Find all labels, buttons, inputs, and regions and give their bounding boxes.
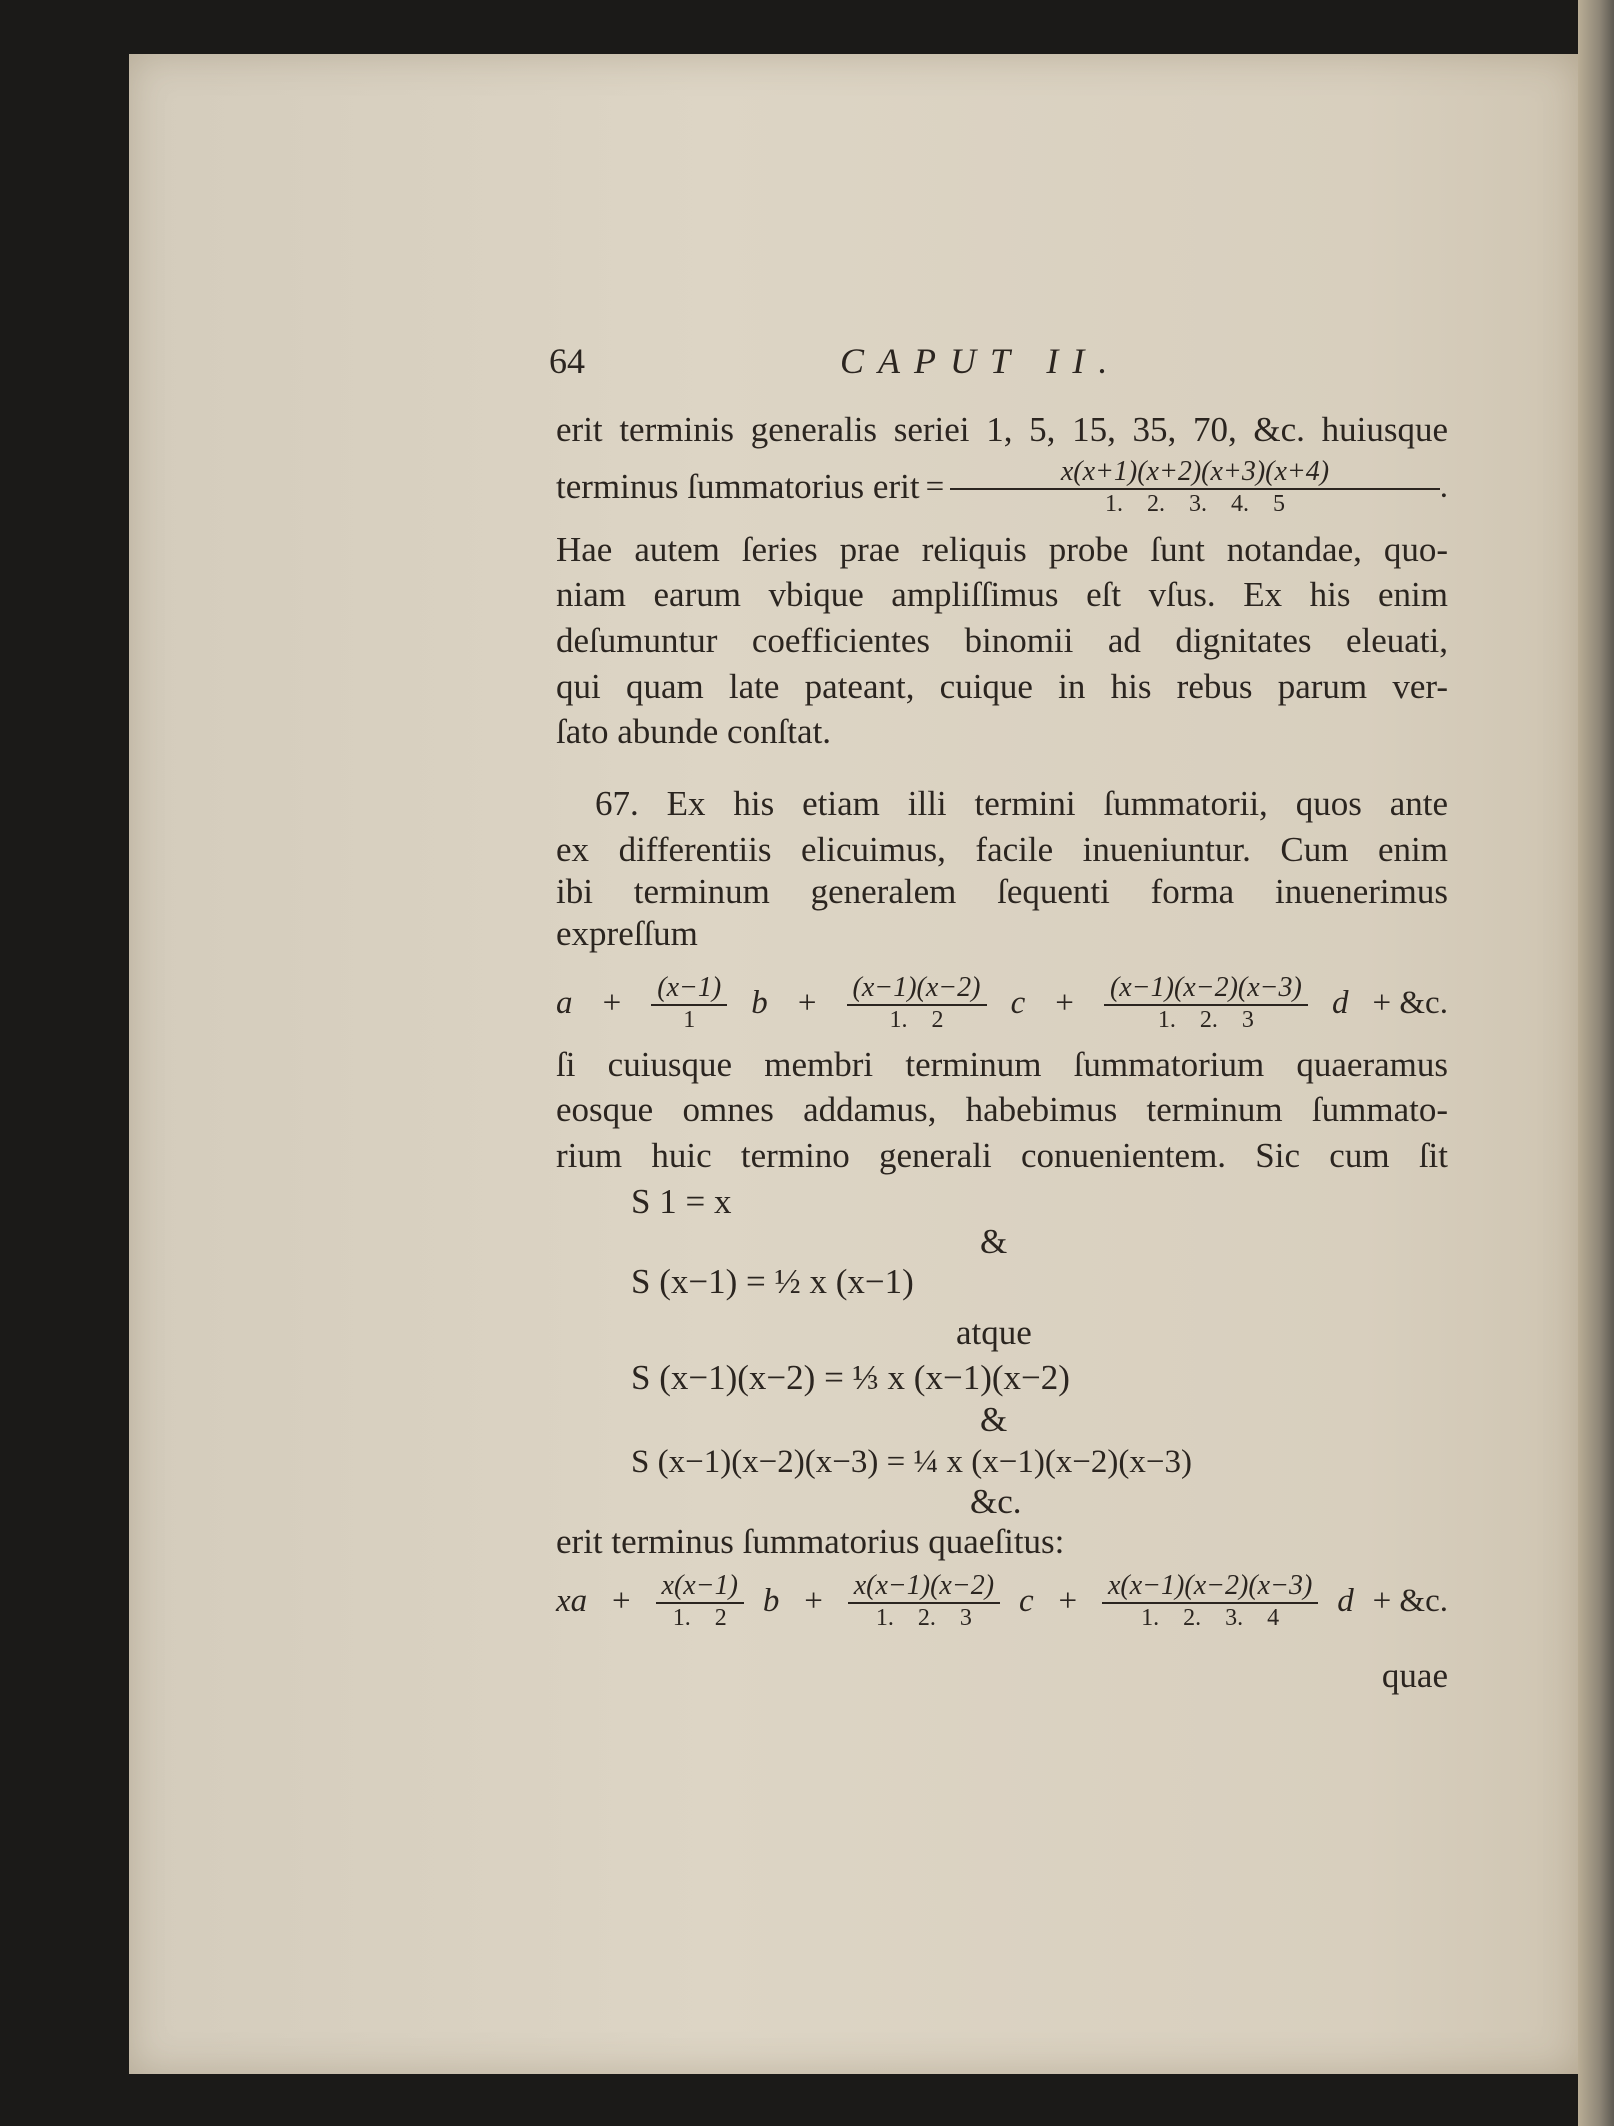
numerator: x(x−1)(x−2) bbox=[853, 1570, 995, 1601]
period: . bbox=[1439, 469, 1448, 505]
section-67-first-line: 67. Ex his etiam illi termini ſummatorii, quos ante bbox=[595, 784, 1448, 823]
etc: + &c. bbox=[1372, 985, 1448, 1021]
numerator: (x−1) bbox=[657, 972, 722, 1003]
denominator: 1. 2 bbox=[656, 1602, 744, 1632]
fraction bbox=[1108, 972, 1304, 1034]
book-spine bbox=[1578, 0, 1614, 2126]
denominator: 1. 2. 3. 4 bbox=[1102, 1602, 1318, 1632]
formula-summatorius-quaesitus bbox=[556, 1570, 1448, 1632]
formula-lead: terminus ſummatorius erit bbox=[556, 467, 920, 506]
plus: + bbox=[804, 1583, 823, 1619]
text-line: erit terminus ſummatorius quaeſitus: bbox=[556, 1522, 1065, 1561]
conjunction: & bbox=[980, 1400, 1008, 1439]
etc: + &c. bbox=[1372, 1583, 1448, 1619]
var-a: a bbox=[556, 985, 573, 1021]
numerator: (x−1)(x−2)(x−3) bbox=[1109, 972, 1302, 1003]
running-title: CAPUT II. bbox=[840, 341, 1122, 381]
text-line: niam earum vbique ampliſſimus eſt vſus. Ex his enim bbox=[556, 575, 1448, 614]
plus: + bbox=[797, 985, 817, 1021]
denominator: 1. 2. 3 bbox=[848, 1602, 1000, 1632]
plus: + bbox=[1055, 985, 1074, 1021]
conjunction: atque bbox=[956, 1313, 1032, 1352]
text-line: deſumuntur coefficientes binomii ad dignitates eleuati, bbox=[556, 621, 1448, 660]
conjunction: &c. bbox=[970, 1482, 1022, 1521]
fraction bbox=[852, 1570, 996, 1632]
fraction bbox=[655, 972, 723, 1034]
numerator: x(x+1)(x+2)(x+3)(x+4) bbox=[1060, 456, 1330, 487]
text-line: Hae autem ſeries prae reliquis probe ſunt notandae, quo- bbox=[556, 530, 1448, 569]
fraction bbox=[660, 1570, 740, 1632]
text-line: ſi cuiusque membri terminum ſummatorium quaeramus bbox=[556, 1045, 1448, 1084]
plus: + bbox=[612, 1583, 631, 1619]
fraction bbox=[954, 456, 1436, 518]
numerator: x(x−1)(x−2)(x−3) bbox=[1107, 1570, 1313, 1601]
text-line: ex differentiis elicuimus, facile inueniuntur. Cum enim bbox=[556, 830, 1448, 869]
denominator: 1. 2 bbox=[847, 1004, 987, 1034]
denominator: 1 bbox=[651, 1004, 727, 1034]
sum-equation: S 1 = x bbox=[631, 1182, 732, 1221]
var-xa: xa bbox=[556, 1583, 588, 1619]
text-line: qui quam late pateant, cuique in his rebus parum ver- bbox=[556, 667, 1448, 706]
plus: + bbox=[1058, 1583, 1078, 1619]
var-d: d bbox=[1337, 1583, 1354, 1619]
numerator: x(x−1) bbox=[661, 1570, 738, 1601]
var-b: b bbox=[751, 985, 768, 1021]
denominator: 1. 2. 3 bbox=[1104, 1004, 1308, 1034]
denominator: 1. 2. 3. 4. 5 bbox=[950, 488, 1440, 518]
text-line: ſato abunde conſtat. bbox=[556, 712, 832, 751]
var-d: d bbox=[1331, 985, 1349, 1021]
var-c: c bbox=[1010, 985, 1026, 1021]
fraction bbox=[851, 972, 983, 1034]
catchword: quae bbox=[1381, 1656, 1448, 1695]
formula-summatorius bbox=[556, 456, 1448, 518]
text-line: ibi terminum generalem ſequenti forma inuenerimus bbox=[556, 872, 1448, 911]
equals-sign: = bbox=[925, 469, 945, 505]
conjunction: & bbox=[980, 1222, 1008, 1261]
text-line: rium huic termino generali conuenientem. Sic cum ſit bbox=[556, 1136, 1448, 1175]
plus: + bbox=[602, 985, 622, 1021]
numerator: (x−1)(x−2) bbox=[852, 972, 981, 1003]
text-line: erit terminis generalis seriei 1, 5, 15, 35, 70, &c. huiusque bbox=[556, 410, 1448, 449]
text-line: expreſſum bbox=[556, 914, 698, 953]
formula-general-term bbox=[556, 972, 1448, 1034]
page-number: 64 bbox=[549, 341, 585, 381]
text-line: eosque omnes addamus, habebimus terminum ſummato- bbox=[556, 1090, 1448, 1129]
var-c: c bbox=[1018, 1583, 1034, 1619]
sum-equation: S (x−1)(x−2) = ⅓ x (x−1)(x−2) bbox=[631, 1358, 1070, 1397]
fraction bbox=[1106, 1570, 1314, 1632]
sum-equation: S (x−1) = ½ x (x−1) bbox=[631, 1262, 914, 1301]
sum-equation: S (x−1)(x−2)(x−3) = ¼ x (x−1)(x−2)(x−3) bbox=[631, 1444, 1192, 1480]
var-b: b bbox=[762, 1583, 780, 1619]
